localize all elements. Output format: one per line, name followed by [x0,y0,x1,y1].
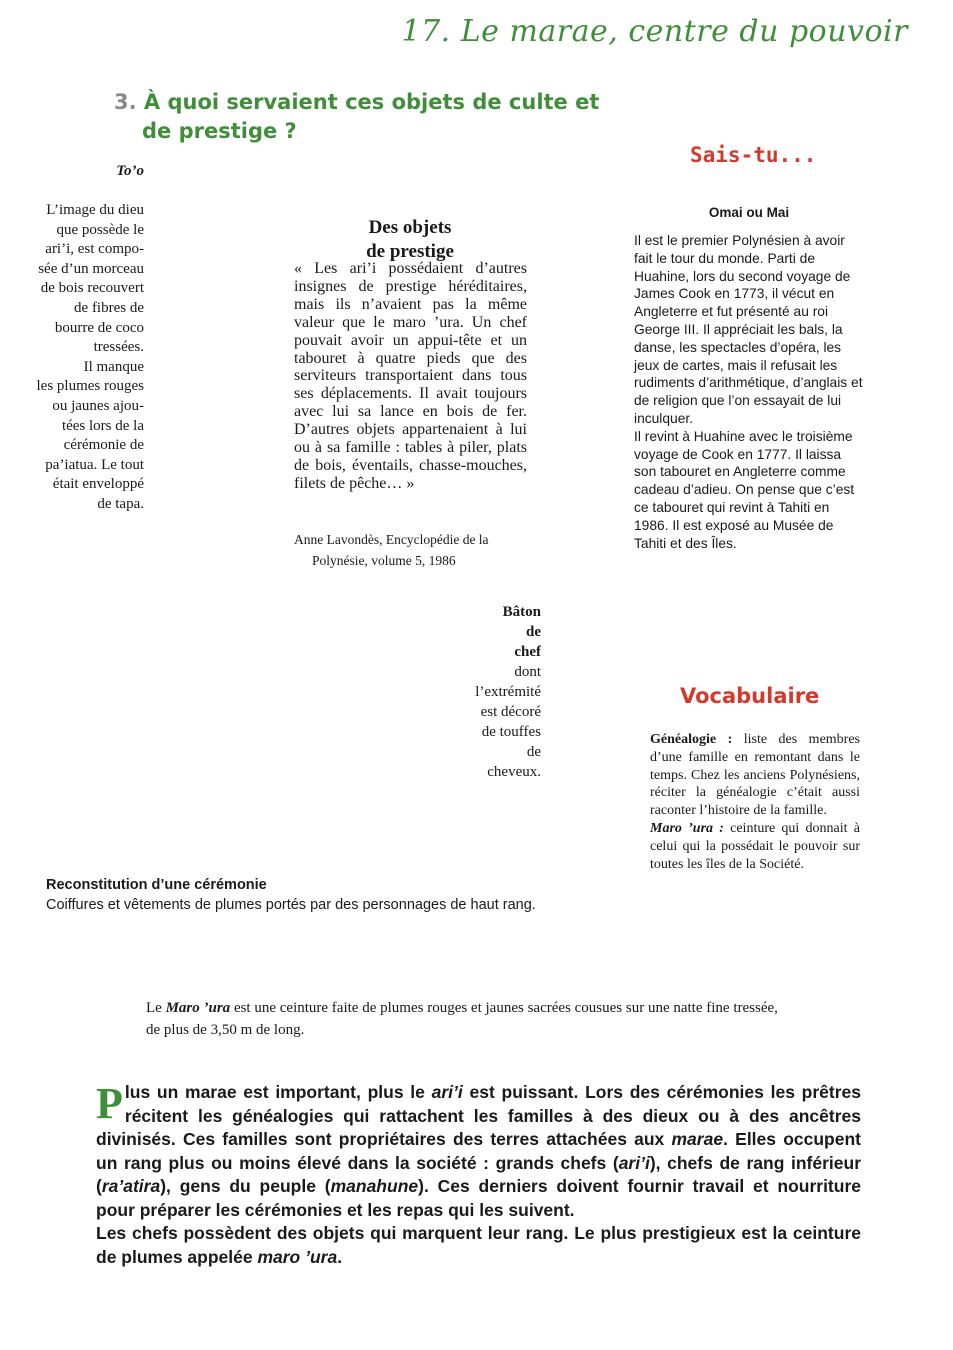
too-line: était enveloppé [52,476,144,493]
omai-subtitle: Omai ou Mai [708,205,790,220]
omai-paragraph-2: Il revint à Huahine avec le troisième voyage de Cook en 1777. Il laissa son tabouret en Angleterre comme cadeau d’adieu. On pense que c’est ce tabouret qui revint à Tahiti en 1986. Il est exposé au Musée de Tahiti et des Îles. [634,428,855,551]
maro-term: Maro ’ura [165,1000,231,1016]
def-maro-ura: ceinture qui donnait à celui qui la possédait le pouvoir sur toutes les îles de la Société. [650,820,860,872]
vocabulaire-definitions [650,731,860,873]
too-line: de bois recouvert [40,280,144,297]
too-line: les plumes rouges [36,378,144,395]
baton-line: est décoré [480,704,541,720]
omai-paragraph-1: Il est le premier Polynésien à avoir fait le tour du monde. Parti de Huahine, lors du second voyage de James Cook en 1773, il vécut en Angleterre et fut présenté au roi George III. Il appréciait les bals, la danse, les spectacles d’opéra, les jeux de cartes, mais il refusait les rudiments d’arithmétique, d’anglais et de religion que l’on essayait de lui inculquer. [634,233,863,426]
omai-text [634,232,866,552]
too-line: cérémonie de [63,437,144,454]
text-run: marae [671,1129,724,1149]
too-line: tées lors de la [61,417,144,434]
reconstitution-caption [46,875,606,915]
prestige-title-line1: Des objets [368,217,452,238]
too-line: tressées. [93,339,144,356]
too-line: ari’i, est compo- [45,241,144,258]
baton-title-1: Bâton [502,604,541,620]
prestige-title [330,216,490,264]
term-genealogie: Généalogie : [650,732,733,747]
text-run: ). Ces derniers doivent fournir travail et nourriture pour préparer les cérémonies et les repas qui les suivent. [96,1176,861,1220]
text-run: manahune [330,1176,419,1196]
baton-line: de [526,744,541,760]
prestige-quote: « Les ari’i possédaient d’autres insignes de prestige héréditaires, mais ils n’avaient pas la même valeur que le maro ’ura. Un chef pouvait avoir un appui-tête et un tabouret à quatre pieds que des serviteurs transportaient dans tous ses déplacements. Il avait toujours avec lui sa lance en bois de fer. D’autres objets appartenaient à lui ou à sa famille : tables à piler, plats de bois, éventails, chasse-mouches, filets de pêche… » [294,260,527,492]
def-genealogie: liste des membres d’une famille en remontant dans le temps. Chez les anciens Polynésiens, réciter la généalogie c’était aussi raconter l’histoire de la famille. [650,732,861,819]
text-run: est puissant. Lors des cérémonies les prêtres récitent les généalogies qui rattachent les familles à des dieux ou à des ancêtres divinisés. Ces familles sont propriétaires des terres attachées aux [96,1082,861,1149]
text-run: lus un marae est important, plus le [124,1082,432,1102]
main-paragraph-2 [96,1222,861,1269]
vocabulaire-title: Vocabulaire [680,684,820,708]
too-line: de fibres de [74,299,144,316]
too-line: Il manque [83,358,144,375]
text-run: . [337,1246,343,1267]
baton-line: cheveux. [487,764,541,780]
text-run: ), gens du peuple ( [160,1176,331,1196]
question-heading [114,88,604,146]
maro-ura-caption [146,998,786,1041]
baton-line: de touffes [481,724,541,740]
reconstitution-title: Reconstitution d’une cérémonie [46,877,267,893]
question-line1: À quoi servaient ces objets de culte et [143,90,600,114]
question-number: 3. [114,90,137,114]
too-heading: To’o [116,163,144,179]
text-run: ari’i [431,1082,463,1102]
text-run: . Elles occupent un rang plus ou moins élevé dans la société : grands chefs ( [96,1129,861,1173]
text-run: Les chefs possèdent des objets qui marquent leur rang. Le plus prestigieux est la ceinture de plumes appelée [96,1223,861,1267]
text-run: ), chefs de rang inférieur ( [96,1152,862,1196]
too-caption [14,201,144,515]
too-line: de tapa. [97,495,144,512]
too-line: ou jaunes ajou- [52,397,144,414]
baton-line: l’extrémité [475,684,541,700]
baton-caption [440,602,541,782]
text-run: maro ’ura [257,1246,338,1267]
sais-tu-title: Sais-tu... [690,143,817,167]
prestige-title-line2: de prestige [366,241,454,262]
definition-genealogie [650,731,860,820]
baton-line: dont [514,664,541,680]
baton-title-2: de [526,624,541,640]
too-line: sée d’un morceau [38,260,144,277]
reconstitution-text: Coiffures et vêtements de plumes portés par des personnages de haut rang. [46,897,536,913]
too-line: L’image du dieu [46,202,144,218]
too-line: que possède le [56,221,144,238]
text-run: ari’i [618,1152,650,1173]
main-text [96,1081,861,1269]
chapter-title: 17. Le marae, centre du pouvoir [401,14,908,49]
too-line: pa’iatua. Le tout [45,456,144,473]
definition-maro-ura [650,820,860,873]
baton-title-3: chef [514,644,541,660]
question-line2: de prestige ? [142,119,297,143]
text-run: ra’atira [101,1176,161,1196]
source-line2: Polynésie, volume 5, 1986 [312,553,456,568]
source-line1: Anne Lavondès, Encyclopédie de la [294,532,489,547]
main-paragraph-1 [96,1081,861,1222]
maro-p1: Le [146,1000,166,1016]
drop-cap: P [96,1079,123,1128]
prestige-source [294,529,534,571]
too-line: bourre de coco [54,319,144,336]
maro-p2: est une ceinture faite de plumes rouges et jaunes sacrées cousues sur une natte fine tressée, de plus de 3,50 m de long. [146,1000,778,1038]
term-maro-ura: Maro ’ura : [650,820,724,836]
